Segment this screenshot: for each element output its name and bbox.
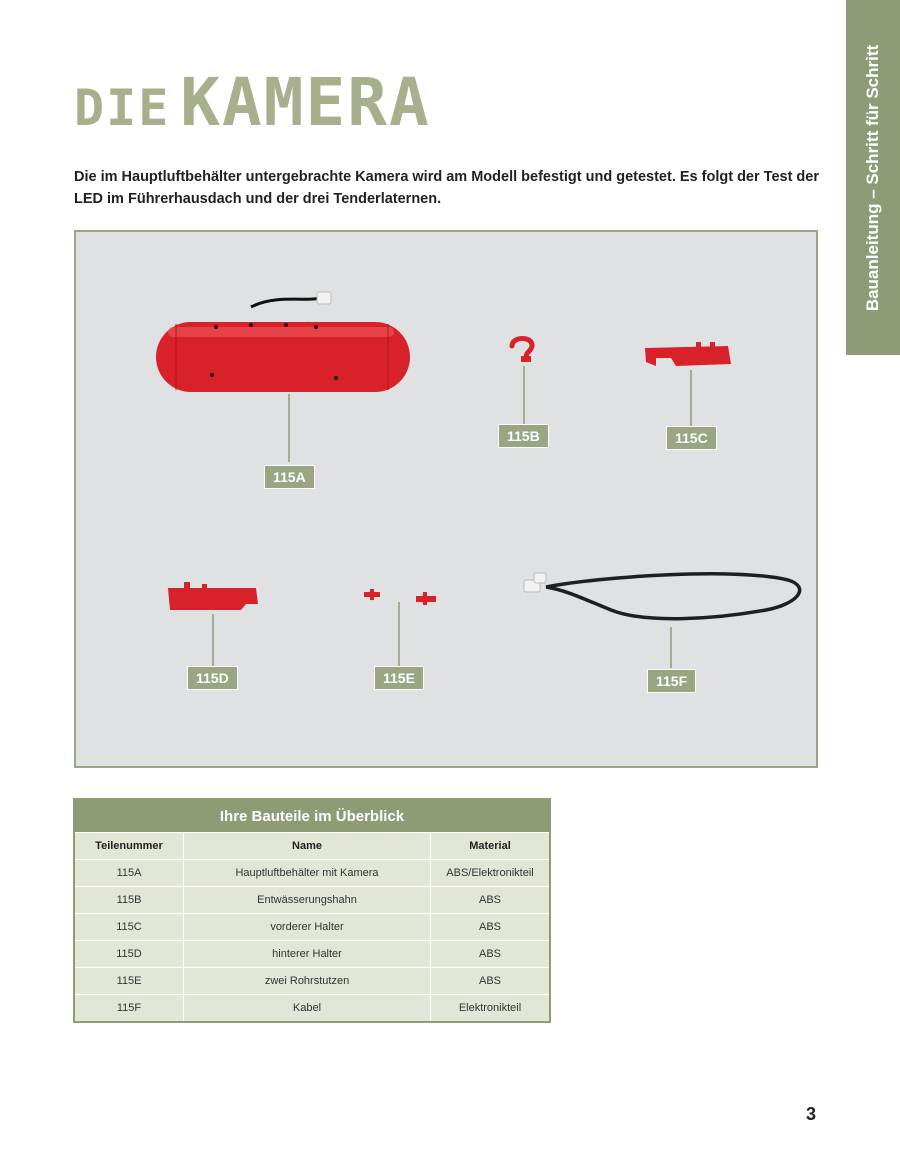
cell-material: ABS [431,968,551,995]
part-115d-rear-holder [168,582,258,610]
header-name: Name [184,833,431,860]
callout-115b: 115B [498,424,549,448]
table-row [74,941,550,968]
intro-text: Die im Hauptluftbehälter untergebrachte Kamera wird am Modell befestigt und getestet. Es folgt der Test der LED im Führerhausdach und der drei Tenderlaternen. [74,169,819,207]
part-115a-air-tank [156,292,410,392]
parts-photo [74,230,818,768]
table-row [74,914,550,941]
callout-115c: 115C [666,426,717,450]
cell-name: hinterer Halter [184,941,431,968]
cell-part-number: 115B [74,887,184,914]
parts-table-title-row [74,799,550,833]
callout-115a: 115A [264,465,315,489]
cell-part-number: 115E [74,968,184,995]
parts-table-header-row [74,833,550,860]
title-part-1: DIE [74,79,171,137]
cell-name: Kabel [184,995,431,1023]
cell-material: Elektronikteil [431,995,551,1023]
callout-115d: 115D [187,666,238,690]
callout-115f: 115F [647,669,696,693]
header-teilenummer: Teilenummer [74,833,184,860]
table-row [74,968,550,995]
cell-material: ABS [431,887,551,914]
part-115f-cable [524,573,800,619]
part-115b-drain-cock [512,339,532,363]
cell-name: zwei Rohrstutzen [184,968,431,995]
cell-part-number: 115F [74,995,184,1023]
page-title [74,64,431,141]
cell-material: ABS [431,941,551,968]
cell-part-number: 115A [74,860,184,887]
table-row [74,860,550,887]
cell-name: vorderer Halter [184,914,431,941]
parts-table [73,798,551,1023]
side-tab [846,0,900,355]
table-row [74,995,550,1023]
callout-115e: 115E [374,666,424,690]
header-material: Material [431,833,551,860]
table-row [74,887,550,914]
part-115e-pipe-stubs [364,589,436,605]
cell-material: ABS [431,914,551,941]
side-tab-text: Bauanleitung – Schritt für Schritt [863,44,882,312]
cell-name: Entwässerungshahn [184,887,431,914]
part-115c-front-holder [645,342,731,366]
cell-part-number: 115D [74,941,184,968]
title-part-2: KAMERA [180,64,431,141]
page-number: 3 [806,1104,817,1124]
parts-table-title: Ihre Bauteile im Überblick [74,799,550,833]
cell-name: Hauptluftbehälter mit Kamera [184,860,431,887]
cell-material: ABS/Elektronikteil [431,860,551,887]
cell-part-number: 115C [74,914,184,941]
